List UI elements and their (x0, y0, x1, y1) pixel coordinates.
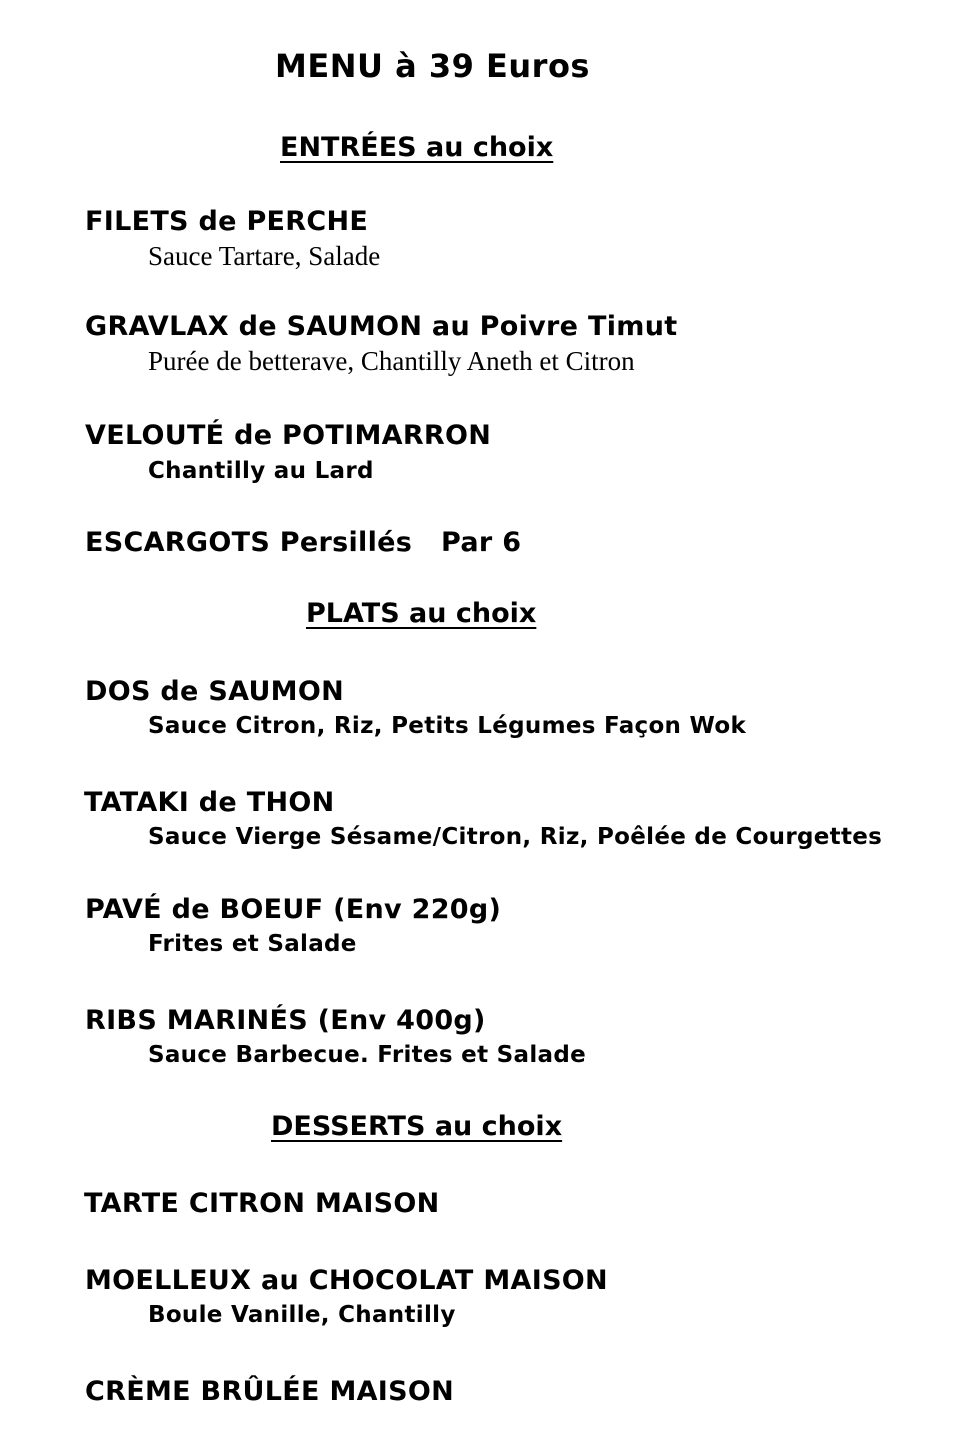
dish-name: TARTE CITRON MAISON (84, 1188, 440, 1219)
dish-name: VELOUTÉ de POTIMARRON (85, 420, 492, 451)
dish-description: Sauce Vierge Sésame/Citron, Riz, Poêlée de Courgettes (148, 824, 883, 850)
dish-description: Frites et Salade (148, 931, 357, 957)
dish-description: Sauce Barbecue. Frites et Salade (148, 1042, 587, 1068)
dish-name: RIBS MARINÉS (Env 400g) (85, 1005, 486, 1036)
menu-title: MENU à 39 Euros (275, 47, 590, 85)
dish-name: FILETS de PERCHE (85, 206, 369, 237)
dish-name: PAVÉ de BOEUF (Env 220g) (85, 894, 502, 925)
dish-name: GRAVLAX de SAUMON au Poivre Timut (85, 311, 678, 342)
dish-name: MOELLEUX au CHOCOLAT MAISON (85, 1265, 608, 1296)
plats-heading: PLATS au choix (306, 598, 537, 629)
entrees-heading: ENTRÉES au choix (280, 132, 554, 163)
dish-portion: Par 6 (441, 527, 522, 558)
dish-description: Boule Vanille, Chantilly (148, 1302, 456, 1328)
dish-name: TATAKI de THON (84, 787, 335, 818)
dish-name: ESCARGOTS Persillés (85, 527, 413, 558)
dish-description: Sauce Citron, Riz, Petits Légumes Façon Wok (148, 713, 747, 739)
dish-description: Purée de betterave, Chantilly Aneth et Citron (148, 346, 635, 376)
desserts-heading: DESSERTS au choix (271, 1111, 563, 1142)
dish-description: Chantilly au Lard (148, 458, 374, 484)
dish-name: CRÈME BRÛLÉE MAISON (85, 1376, 455, 1407)
dish-description: Sauce Tartare, Salade (148, 241, 381, 271)
dish-name: DOS de SAUMON (85, 676, 345, 707)
